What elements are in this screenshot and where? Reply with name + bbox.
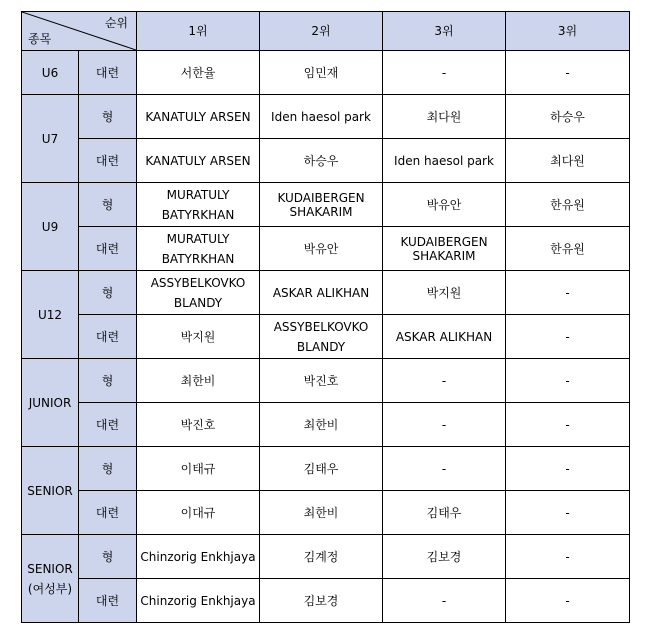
event-type-cell: 형 <box>79 183 137 227</box>
placement-cell: 김보경 <box>383 535 506 579</box>
placement-cell: - <box>383 447 506 491</box>
table-row <box>22 95 630 139</box>
placement-cell: - <box>506 315 630 359</box>
placement-cell: 이대규 <box>137 491 260 535</box>
placement-cell: - <box>506 535 630 579</box>
table-row <box>22 579 630 623</box>
placement-cell: 최다원 <box>383 95 506 139</box>
placement-cell: 서한율 <box>137 51 260 95</box>
placement-cell: 박유안 <box>260 227 383 271</box>
rank-header-3a: 3위 <box>383 12 506 51</box>
table-row <box>22 183 630 227</box>
placement-cell: - <box>383 359 506 403</box>
table-row <box>22 447 630 491</box>
placement-cell: - <box>506 447 630 491</box>
placement-cell: 박진호 <box>260 359 383 403</box>
event-type-cell: 형 <box>79 447 137 491</box>
placement-cell: 최한비 <box>137 359 260 403</box>
placement-cell: 김보경 <box>260 579 383 623</box>
event-type-cell: 형 <box>79 535 137 579</box>
placement-cell: - <box>506 491 630 535</box>
placement-cell: Iden haesol park <box>260 95 383 139</box>
event-type-cell: 대련 <box>79 139 137 183</box>
placement-cell: - <box>506 51 630 95</box>
event-type-cell: 대련 <box>79 579 137 623</box>
table-row <box>22 403 630 447</box>
placement-cell: MURATULY BATYRKHAN <box>137 227 260 271</box>
placement-cell: Iden haesol park <box>383 139 506 183</box>
placement-cell: Chinzorig Enkhjaya <box>137 535 260 579</box>
table-row <box>22 139 630 183</box>
placement-cell: KUDAIBERGEN SHAKARIM <box>260 183 383 227</box>
placement-cell: 박유안 <box>383 183 506 227</box>
placement-cell: - <box>383 51 506 95</box>
category-cell: SENIOR <box>22 447 79 535</box>
event-type-cell: 대련 <box>79 227 137 271</box>
table-row <box>22 491 630 535</box>
rank-header-1: 1위 <box>137 12 260 51</box>
placement-cell: 최한비 <box>260 403 383 447</box>
placement-cell: - <box>383 579 506 623</box>
event-type-cell: 대련 <box>79 403 137 447</box>
event-type-cell: 대련 <box>79 491 137 535</box>
placement-cell: 최한비 <box>260 491 383 535</box>
placement-cell: KANATULY ARSEN <box>137 95 260 139</box>
placement-cell: - <box>506 359 630 403</box>
category-cell: U7 <box>22 95 79 183</box>
table-row <box>22 315 630 359</box>
event-type-cell: 형 <box>79 271 137 315</box>
placement-cell: 한유원 <box>506 227 630 271</box>
placement-cell: 박지원 <box>383 271 506 315</box>
table-row <box>22 359 630 403</box>
placement-cell: 박진호 <box>137 403 260 447</box>
placement-cell: 박지원 <box>137 315 260 359</box>
event-type-cell: 형 <box>79 95 137 139</box>
category-cell: U9 <box>22 183 79 271</box>
category-cell: U6 <box>22 51 79 95</box>
header-row <box>22 12 630 51</box>
placement-cell: - <box>506 579 630 623</box>
placement-cell: Chinzorig Enkhjaya <box>137 579 260 623</box>
category-cell: SENIOR (여성부) <box>22 535 79 623</box>
event-header-label: 종목 <box>28 32 52 46</box>
placement-cell: ASSYBELKOVKO BLANDY <box>137 271 260 315</box>
placement-cell: 하승우 <box>506 95 630 139</box>
rank-header-3b: 3위 <box>506 12 630 51</box>
placement-cell: - <box>383 403 506 447</box>
table-row <box>22 535 630 579</box>
placement-cell: 한유원 <box>506 183 630 227</box>
rank-header-2: 2위 <box>260 12 383 51</box>
placement-cell: 하승우 <box>260 139 383 183</box>
category-cell: JUNIOR <box>22 359 79 447</box>
placement-cell: KUDAIBERGEN SHAKARIM <box>383 227 506 271</box>
rank-header-label: 순위 <box>104 16 128 30</box>
placement-cell: 김태우 <box>260 447 383 491</box>
placement-cell: 김태우 <box>383 491 506 535</box>
category-cell: U12 <box>22 271 79 359</box>
placement-cell: ASKAR ALIKHAN <box>383 315 506 359</box>
table-row <box>22 227 630 271</box>
placement-cell: - <box>506 271 630 315</box>
placement-cell: - <box>506 403 630 447</box>
placement-cell: 김계정 <box>260 535 383 579</box>
table-row <box>22 51 630 95</box>
placement-cell: 최다원 <box>506 139 630 183</box>
results-table <box>21 11 630 623</box>
placement-cell: 임민재 <box>260 51 383 95</box>
placement-cell: KANATULY ARSEN <box>137 139 260 183</box>
header-corner-cell <box>22 12 137 51</box>
event-type-cell: 대련 <box>79 51 137 95</box>
placement-cell: ASSYBELKOVKO BLANDY <box>260 315 383 359</box>
event-type-cell: 형 <box>79 359 137 403</box>
placement-cell: ASKAR ALIKHAN <box>260 271 383 315</box>
table-row <box>22 271 630 315</box>
placement-cell: 이태규 <box>137 447 260 491</box>
placement-cell: MURATULY BATYRKHAN <box>137 183 260 227</box>
event-type-cell: 대련 <box>79 315 137 359</box>
